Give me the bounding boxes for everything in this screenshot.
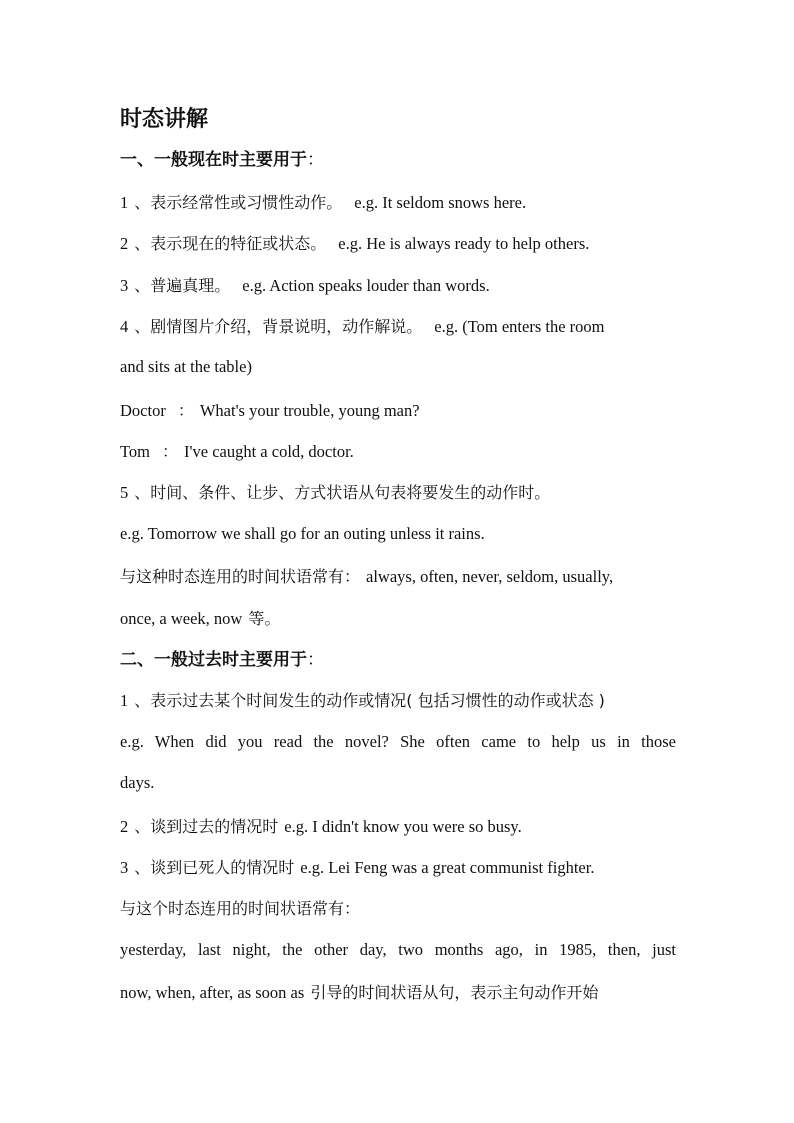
item-text: 、时间、条件、让步、方式状语从句表将要发生的动作时。	[134, 483, 551, 502]
section2-adverbials-continued	[120, 983, 598, 1003]
section2-item1	[120, 691, 605, 711]
section1-heading-colon: ：	[307, 150, 324, 170]
dialogue-line-doctor	[120, 401, 420, 421]
item-number: 3	[120, 858, 129, 877]
speech: I've caught a cold, doctor.	[184, 442, 354, 461]
item-example: e.g. Lei Feng was a great communist fighter.	[300, 858, 595, 877]
section1-heading	[120, 150, 324, 170]
item-number: 5	[120, 483, 129, 502]
dialogue-line-tom	[120, 442, 354, 462]
section1-item4	[120, 317, 604, 337]
section1-heading-text: 一、一般现在时主要用于	[120, 150, 307, 170]
item-number: 1	[120, 691, 129, 710]
section1-adverbials	[120, 567, 613, 587]
item-example: e.g. I didn't know you were so busy.	[284, 817, 522, 836]
speaker: Tom	[120, 442, 151, 461]
item-number: 4	[120, 317, 129, 336]
section1-item5-example: e.g. Tomorrow we shall go for an outing unless it rains.	[120, 524, 485, 543]
section2-heading-text: 二、一般过去时主要用于	[120, 650, 307, 670]
adverbials-list: now, when, after, as soon as	[120, 983, 305, 1002]
section2-heading-colon: ：	[307, 650, 324, 670]
item-example: e.g. He is always ready to help others.	[338, 234, 590, 253]
section2-item1-example-continued: days.	[120, 773, 155, 792]
adverbials-list: always, often, never, seldom, usually,	[366, 567, 614, 586]
speech: What's your trouble, young man?	[199, 401, 420, 420]
item-number: 2	[120, 817, 129, 836]
speaker-separator: ：	[177, 401, 194, 420]
item-paren-note: ( 包括习惯性的动作或状态 )	[406, 691, 605, 710]
section2-item3	[120, 858, 594, 878]
item-text: 、表示过去某个时间发生的动作或情况	[134, 691, 407, 710]
section1-item5	[120, 483, 550, 503]
section1-item4-continued: and sits at the table)	[120, 357, 252, 376]
page-title: 时态讲解	[120, 107, 209, 132]
adverbials-note: 引导的时间状语从句，表示主句动作开始	[310, 983, 599, 1002]
item-number: 1	[120, 193, 129, 212]
item-text: 、表示经常性或习惯性动作。	[134, 193, 343, 212]
item-number: 2	[120, 234, 129, 253]
item-text: 、剧情图片介绍，背景说明，动作解说。	[134, 317, 423, 336]
section2-heading	[120, 650, 324, 670]
section1-item2	[120, 234, 589, 254]
item-text: 、谈到已死人的情况时	[134, 858, 295, 877]
item-example: e.g. It seldom snows here.	[354, 193, 527, 212]
speaker: Doctor	[120, 401, 166, 420]
item-text: 、谈到过去的情况时	[134, 817, 279, 836]
speaker-separator: ：	[162, 442, 179, 461]
item-text: 、表示现在的特征或状态。	[134, 234, 327, 253]
adverbials-list: once, a week, now	[120, 609, 243, 628]
section2-item2	[120, 817, 522, 837]
item-number: 3	[120, 276, 129, 295]
section1-item1	[120, 193, 526, 213]
item-example: e.g. Action speaks louder than words.	[242, 276, 490, 295]
section1-item3	[120, 276, 490, 296]
adverbials-intro: 与这种时态连用的时间状语常有：	[120, 567, 361, 586]
item-example-line1: e.g. (Tom enters the room	[434, 317, 605, 336]
section1-adverbials-continued	[120, 609, 280, 629]
section2-item1-example: e.g. When did you read the novel? She often came to help us in those	[120, 732, 676, 751]
section2-adverbials-list: yesterday, last night, the other day, two months ago, in 1985, then, just	[120, 940, 676, 959]
section2-adverbials-intro: 与这个时态连用的时间状语常有：	[120, 899, 361, 918]
item-text: 、普遍真理。	[134, 276, 231, 295]
adverbials-end: 等。	[248, 609, 281, 628]
